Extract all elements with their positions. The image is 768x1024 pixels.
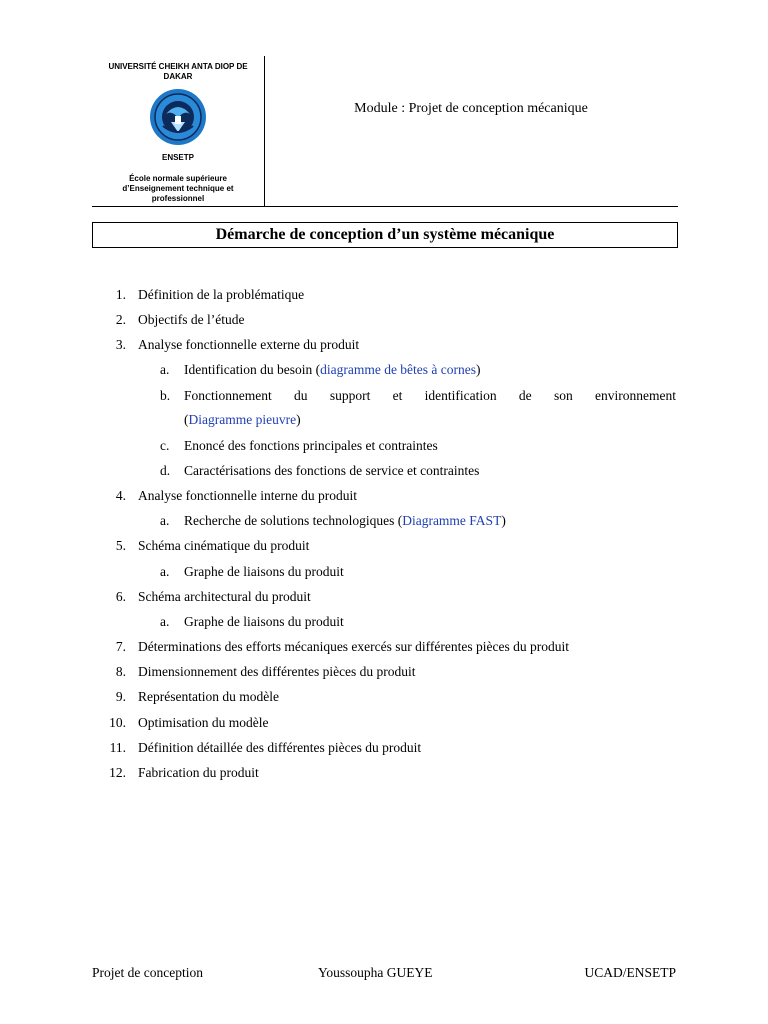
list-item — [0, 287, 768, 305]
item-text: Optimisation du modèle — [138, 715, 269, 730]
item-text: Définition détaillée des différentes pièces du produit — [138, 740, 422, 755]
header-divider — [92, 206, 678, 207]
item-number: 9. — [115, 689, 126, 704]
list-item — [0, 312, 768, 330]
item-number: 8. — [115, 664, 126, 679]
item-number: 12. — [109, 765, 126, 780]
sub-item-text: Enoncé des fonctions principales et contraintes — [184, 438, 438, 453]
item-number: 10. — [109, 715, 126, 730]
item-number: 11. — [109, 740, 126, 755]
list-item — [0, 337, 768, 355]
header-institution-block — [92, 56, 265, 206]
sub-item-letter: a. — [160, 362, 170, 377]
item-number: 2. — [115, 312, 126, 327]
module-title: Module : Projet de conception mécanique — [354, 101, 588, 116]
item-text: Analyse fonctionnelle externe du produit — [138, 337, 360, 352]
sub-item-text: Identification du besoin (diagramme de bêtes à cornes) — [184, 362, 481, 377]
list-item — [0, 765, 768, 783]
sub-item-text: Graphe de liaisons du produit — [184, 564, 344, 579]
diagram-link[interactable]: diagramme de bêtes à cornes — [320, 362, 477, 377]
sub-list-item — [0, 388, 768, 406]
item-number: 5. — [115, 538, 126, 553]
sub-list-item-continuation — [0, 412, 768, 430]
list-item — [0, 664, 768, 682]
sub-list-item — [0, 463, 768, 481]
list-item — [0, 488, 768, 506]
sub-item-text: Caractérisations des fonctions de service et contraintes — [184, 463, 480, 478]
list-item — [0, 589, 768, 607]
item-text: Définition de la problématique — [138, 287, 305, 302]
sub-item-letter: a. — [160, 564, 170, 579]
footer-right: UCAD/ENSETP — [584, 965, 676, 980]
sub-item-text: Recherche de solutions technologiques (Diagramme FAST) — [184, 513, 506, 528]
item-text: Schéma cinématique du produit — [138, 538, 310, 553]
school-code: ENSETP — [161, 153, 194, 162]
sub-item-text: Graphe de liaisons du produit — [184, 614, 344, 629]
school-name: École normale supérieure d’Enseignement technique et professionnel — [122, 174, 234, 203]
item-number: 6. — [115, 589, 126, 604]
list-item — [0, 715, 768, 733]
footer-left: Projet de conception — [92, 965, 203, 980]
item-text: Fabrication du produit — [138, 765, 259, 780]
item-text: Analyse fonctionnelle interne du produit — [138, 488, 357, 503]
diagram-link[interactable]: Diagramme FAST — [402, 513, 502, 528]
sub-item-letter: d. — [160, 463, 171, 478]
item-number: 3. — [115, 337, 126, 352]
list-item — [0, 689, 768, 707]
item-number: 4. — [115, 488, 126, 503]
sub-item-letter: a. — [160, 614, 170, 629]
item-text: Schéma architectural du produit — [138, 589, 311, 604]
sub-list-item — [0, 513, 768, 531]
item-text: Déterminations des efforts mécaniques exercés sur différentes pièces du produit — [138, 639, 569, 654]
item-number: 1. — [115, 287, 126, 302]
university-name: UNIVERSITÉ CHEIKH ANTA DIOP DE DAKAR — [108, 62, 248, 81]
sub-item-text: Fonctionnement du support et identification de son environnement — [184, 388, 676, 403]
footer-center: Youssoupha GUEYE — [318, 965, 433, 980]
list-item — [0, 538, 768, 556]
sub-list-item — [0, 614, 768, 632]
sub-item-letter: c. — [160, 438, 170, 453]
sub-item-text: (Diagramme pieuvre) — [184, 412, 301, 427]
item-text: Objectifs de l’étude — [138, 312, 245, 327]
sub-list-item — [0, 438, 768, 456]
diagram-link[interactable]: Diagramme pieuvre — [188, 412, 297, 427]
item-text: Représentation du modèle — [138, 689, 279, 704]
sub-item-letter: a. — [160, 513, 170, 528]
sub-item-letter: b. — [160, 388, 171, 403]
item-text: Dimensionnement des différentes pièces du produit — [138, 664, 416, 679]
university-seal-logo — [149, 88, 207, 146]
item-number: 7. — [115, 639, 126, 654]
sub-list-item — [0, 362, 768, 380]
list-item — [0, 740, 768, 758]
sub-list-item — [0, 564, 768, 582]
document-title: Démarche de conception d’un système mécanique — [92, 222, 678, 248]
list-item — [0, 639, 768, 657]
